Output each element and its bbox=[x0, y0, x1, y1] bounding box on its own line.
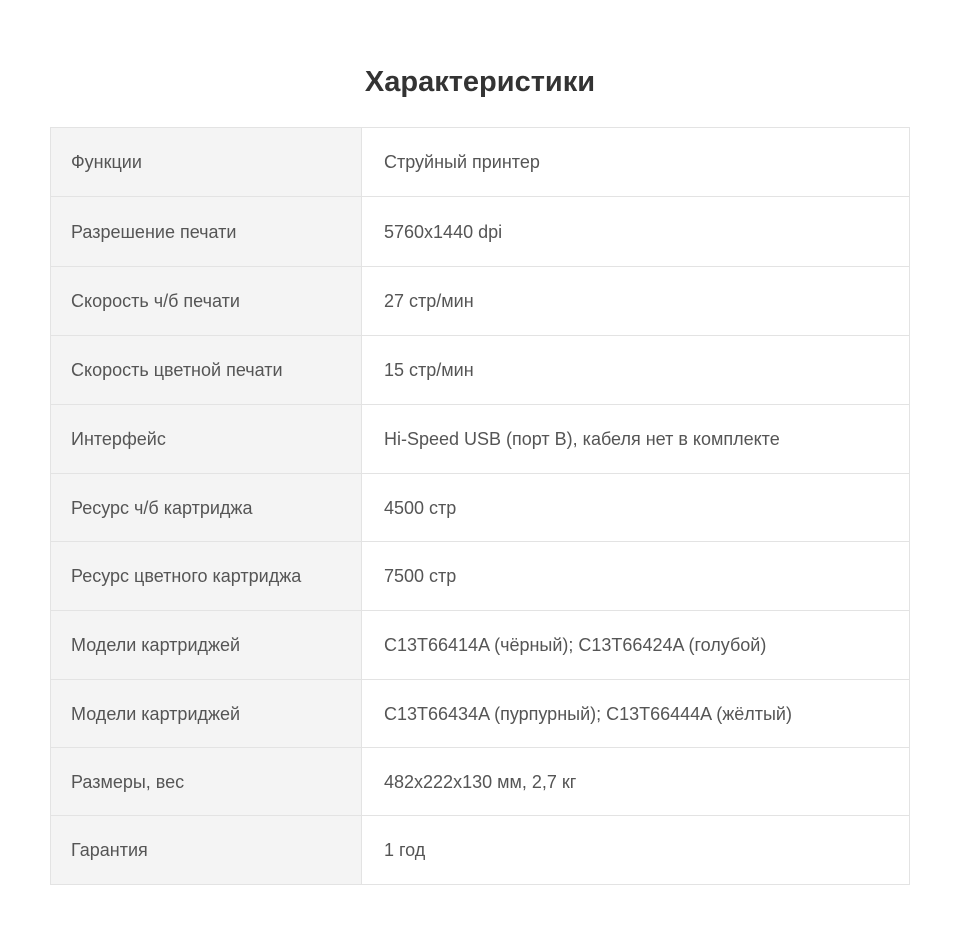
spec-value-color-cartridge-yield: 7500 стр bbox=[362, 542, 910, 611]
spec-label-color-speed: Скорость цветной печати bbox=[51, 336, 362, 405]
specifications-table bbox=[50, 127, 910, 885]
page-title: Характеристики bbox=[364, 66, 596, 99]
table-row bbox=[51, 611, 910, 680]
table-row bbox=[51, 336, 910, 405]
spec-value-cartridge-models-1: C13T66414A (чёрный); C13T66424A (голубой) bbox=[362, 611, 910, 680]
spec-label-dimensions-weight: Размеры, вес bbox=[51, 748, 362, 816]
spec-label-cartridge-models-1: Модели картриджей bbox=[51, 611, 362, 680]
table-row bbox=[51, 128, 910, 197]
spec-label-mono-speed: Скорость ч/б печати bbox=[51, 267, 362, 336]
spec-label-color-cartridge-yield: Ресурс цветного картриджа bbox=[51, 542, 362, 611]
table-row bbox=[51, 474, 910, 542]
table-row bbox=[51, 680, 910, 748]
spec-label-cartridge-models-2: Модели картриджей bbox=[51, 680, 362, 748]
table-row bbox=[51, 267, 910, 336]
table-row bbox=[51, 405, 910, 474]
spec-label-functions: Функции bbox=[51, 128, 362, 197]
table-row bbox=[51, 197, 910, 267]
spec-label-mono-cartridge-yield: Ресурс ч/б картриджа bbox=[51, 474, 362, 542]
spec-value-functions: Струйный принтер bbox=[362, 128, 910, 197]
table-row bbox=[51, 748, 910, 816]
spec-value-interface: Hi-Speed USB (порт B), кабеля нет в комплекте bbox=[362, 405, 910, 474]
spec-value-warranty: 1 год bbox=[362, 816, 910, 885]
spec-value-mono-speed: 27 стр/мин bbox=[362, 267, 910, 336]
spec-label-print-resolution: Разрешение печати bbox=[51, 197, 362, 267]
spec-value-print-resolution: 5760x1440 dpi bbox=[362, 197, 910, 267]
spec-value-color-speed: 15 стр/мин bbox=[362, 336, 910, 405]
spec-label-interface: Интерфейс bbox=[51, 405, 362, 474]
table-row bbox=[51, 542, 910, 611]
spec-label-warranty: Гарантия bbox=[51, 816, 362, 885]
spec-value-cartridge-models-2: C13T66434A (пурпурный); C13T66444A (жёлтый) bbox=[362, 680, 910, 748]
spec-value-mono-cartridge-yield: 4500 стр bbox=[362, 474, 910, 542]
table-row bbox=[51, 816, 910, 885]
spec-value-dimensions-weight: 482x222x130 мм, 2,7 кг bbox=[362, 748, 910, 816]
